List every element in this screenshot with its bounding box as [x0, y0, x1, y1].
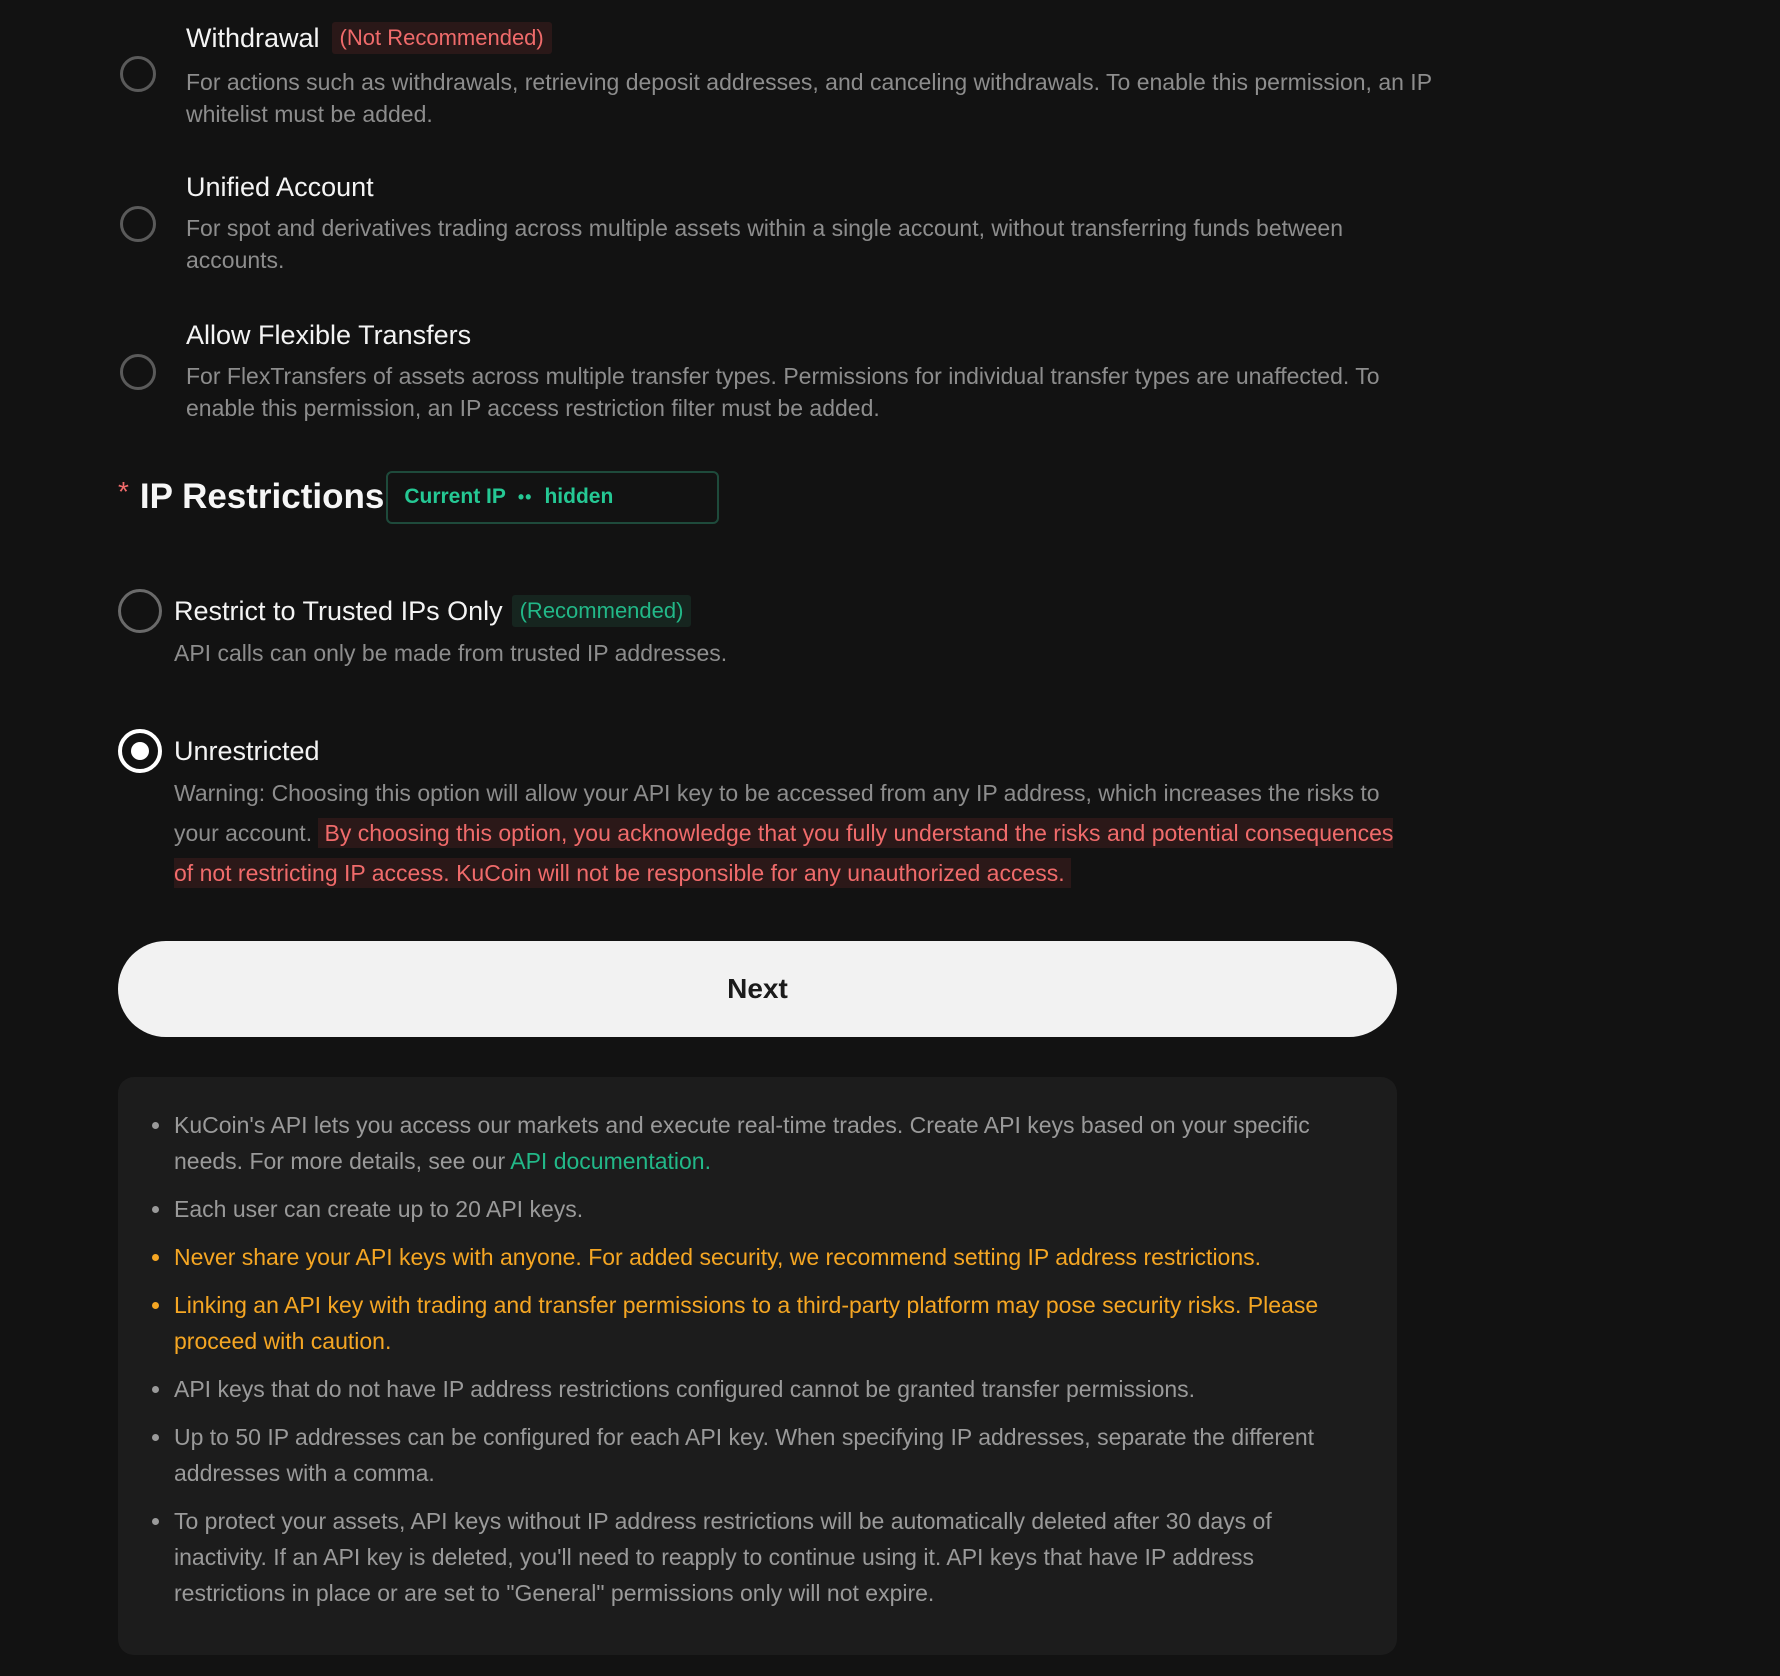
api-info-box — [118, 1077, 1397, 1655]
permission-title — [186, 22, 552, 54]
unrestricted-acknowledgement: By choosing this option, you acknowledge that you fully understand the risks and potential consequences of not restricting IP access. KuCoin will not be responsible for any unauthorized access. — [174, 820, 1394, 886]
info-item — [174, 1107, 1337, 1179]
flexible-transfers-description: For FlexTransfers of assets across multiple transfer types. Permissions for individual transfer types are unaffected. To enable this permission, an IP access restriction filter must be added. — [186, 363, 1380, 421]
unified-account-description: For spot and derivatives trading across multiple assets within a single account, without transferring funds between accounts. — [186, 215, 1343, 273]
trusted-ips-description: API calls can only be made from trusted IP addresses. — [174, 640, 728, 666]
info-item: Each user can create up to 20 API keys. — [174, 1191, 1337, 1227]
permission-flexible-transfers[interactable] — [118, 320, 1418, 430]
current-ip-dots: •• — [517, 486, 533, 507]
info-item: To protect your assets, API keys without IP address restrictions will be automatically deleted after 30 days of inactivity. If an API key is deleted, you'll need to reapply to continue using it. API keys that have IP address restrictions in place or are set to "General" permissions only will not expire. — [174, 1503, 1337, 1611]
ip-option-trusted[interactable] — [118, 589, 1418, 669]
withdrawal-description: For actions such as withdrawals, retrieving deposit addresses, and canceling withdrawals. To enable this permission, an IP whitelist must be added. — [186, 69, 1432, 127]
current-ip-label: Current IP — [404, 485, 506, 508]
flexible-transfers-title: Allow Flexible Transfers — [186, 320, 472, 350]
flexible-transfers-radio[interactable] — [120, 354, 156, 390]
next-button[interactable]: Next — [118, 941, 1397, 1037]
trusted-ips-radio[interactable] — [118, 589, 162, 633]
withdrawal-radio[interactable] — [120, 56, 156, 92]
info-item-period: . — [704, 1148, 711, 1174]
api-documentation-link[interactable]: API documentation — [510, 1148, 705, 1174]
unified-account-radio[interactable] — [120, 206, 156, 242]
info-item-warning: Linking an API key with trading and transfer permissions to a third-party platform may pose security risks. Please proceed with caution. — [174, 1287, 1337, 1359]
info-item-text: KuCoin's API lets you access our markets and execute real-time trades. Create API keys based on your specific needs. For more details, see our — [174, 1112, 1310, 1174]
unrestricted-title: Unrestricted — [174, 735, 320, 766]
ip-restrictions-title: IP Restrictions — [139, 477, 385, 516]
unrestricted-warning-text: Warning: Choosing this option will allow your API key to be accessed from any IP address, which increases the risks to your account. — [174, 780, 1380, 846]
current-ip-box — [386, 471, 719, 524]
trusted-ips-title-row — [174, 589, 691, 633]
unrestricted-description — [174, 773, 1404, 893]
required-mark: * — [118, 476, 129, 507]
not-recommended-badge: (Not Recommended) — [332, 22, 552, 54]
permission-withdrawal[interactable] — [118, 22, 1432, 132]
ip-restrictions-header — [118, 472, 719, 522]
info-item: API keys that do not have IP address restrictions configured cannot be granted transfer permissions. — [174, 1371, 1337, 1407]
ip-option-unrestricted[interactable] — [118, 729, 1418, 899]
withdrawal-title: Withdrawal — [186, 22, 320, 53]
recommended-badge: (Recommended) — [512, 595, 692, 627]
info-item: Up to 50 IP addresses can be configured for each API key. When specifying IP addresses, separate the different addresses with a comma. — [174, 1419, 1337, 1491]
trusted-ips-title: Restrict to Trusted IPs Only — [174, 595, 503, 626]
permission-unified-account[interactable] — [118, 172, 1418, 282]
unified-account-title: Unified Account — [186, 172, 374, 202]
current-ip-value: hidden — [544, 485, 614, 508]
info-item-warning: Never share your API keys with anyone. For added security, we recommend setting IP address restrictions. — [174, 1239, 1337, 1275]
unrestricted-radio[interactable] — [118, 729, 162, 773]
api-info-list — [174, 1107, 1337, 1611]
